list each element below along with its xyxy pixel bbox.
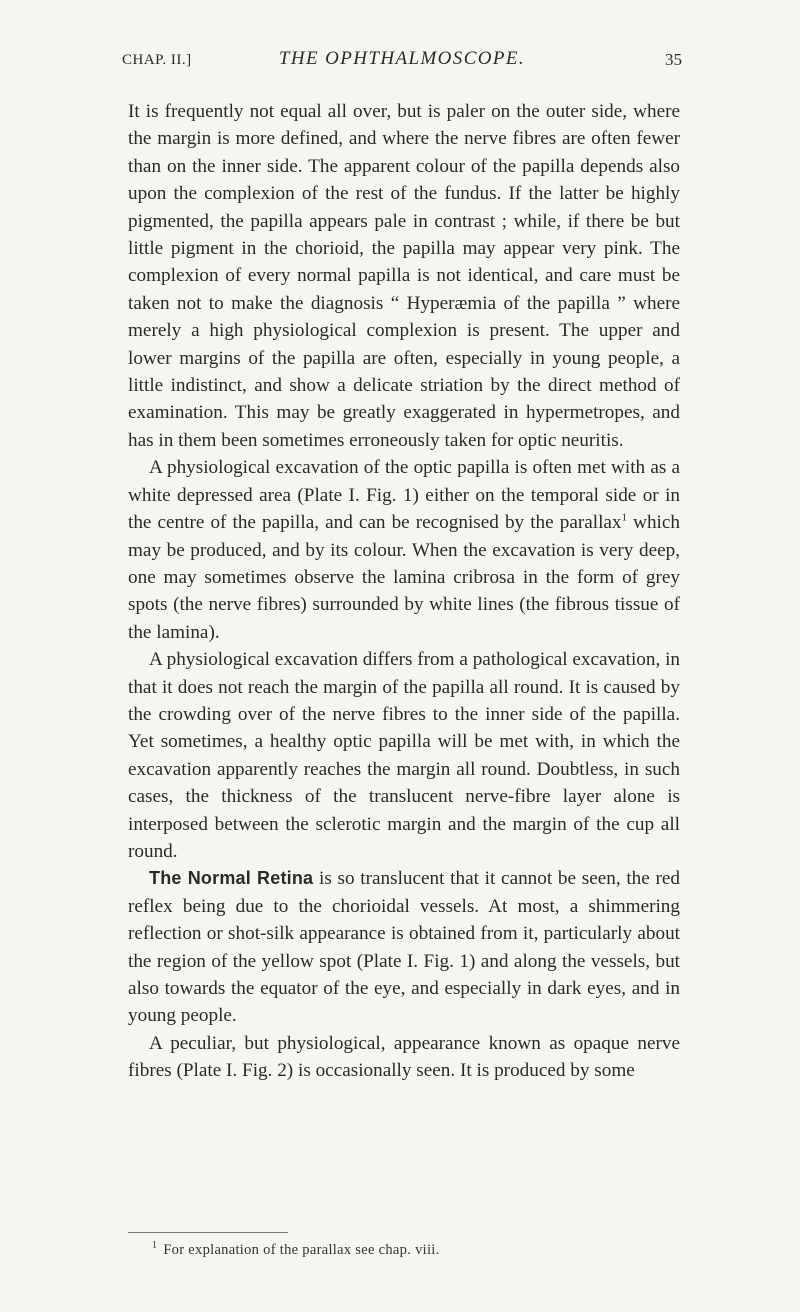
footnote-marker: 1 bbox=[152, 1240, 158, 1251]
running-title: THE OPHTHALMOSCOPE. bbox=[278, 48, 526, 69]
paragraph-normal-retina bbox=[128, 865, 680, 1029]
paragraph-opaque-nerve-fibres: A peculiar, but physiological, appearance known as opaque nerve fibres (Plate I. Fig. 2) is occasionally seen. It is produced by some bbox=[128, 1032, 680, 1082]
chapter-label: CHAP. II.] bbox=[122, 52, 192, 68]
paragraph-excavation-difference: A physiological excavation differs from a pathological excavation, in that it does not reach the margin of the papilla all round. It is caused by the crowding over of the nerve fibres to the inner side of the papilla. Yet sometimes, a healthy optic papilla will be met with, in which the excavation apparently reaches the margin all round. Doubtless, in such cases, the thickness of the translucent nerve-fibre layer alone is interposed between the sclerotic margin and the margin of the cup all round. bbox=[128, 649, 680, 862]
footnote bbox=[152, 1240, 672, 1259]
paragraph-physiological-excavation bbox=[128, 454, 680, 646]
paragraph-text: is so translucent that it cannot be seen, the red reflex being due to the chorioidal vessels. At most, a shimmering reflection or shot-silk appearance is obtained from it, particularly about the region of the yellow spot (Plate I. Fig. 1) and along the vessels, but also towards the equator of the eye, and especially in dark eyes, and in young people. bbox=[128, 868, 681, 1027]
footnote-text: For explanation of the parallax see chap. viii. bbox=[163, 1241, 440, 1258]
paragraph-text: A physiological excavation of the optic papilla is often met with as a white depressed area (Plate I. Fig. 1) either on the temporal side or in the centre of the papilla, and can be recognised by the parallax bbox=[128, 457, 680, 534]
running-header bbox=[122, 48, 682, 76]
footnote-reference: 1 bbox=[621, 511, 628, 524]
body-text bbox=[128, 98, 680, 1085]
paragraph-papilla-colour: It is frequently not equal all over, but is paler on the outer side, where the margin is more defined, and where the nerve fibres are often fewer than on the inner side. The apparent colour of the papilla depends also upon the complexion of the rest of the fundus. If the latter be highly pigmented, the papilla appears pale in contrast ; while, if there be but little pigment in the chorioid, the papilla may appear very pink. The complexion of every normal papilla is not identical, and care must be taken not to make the diagnosis “ Hyperæmia of the papilla ” where merely a high physiological complexion is present. The upper and lower margins of the papilla are often, especially in young people, a little indistinct, and show a delicate striation by the direct method of examination. This may be greatly exaggerated in hypermetropes, and has in them been sometimes erroneously taken for optic neuritis. bbox=[128, 101, 680, 451]
page-number: 35 bbox=[665, 50, 682, 69]
footnote-rule bbox=[128, 1232, 288, 1233]
paragraph-text: which may be produced, and by its colour. When the excavation is very deep, one may sometimes observe the lamina cribrosa in the form of grey spots (the nerve fibres) surrounded by white lines (the fibrous tissue of the lamina). bbox=[128, 512, 680, 643]
run-in-heading: The Normal Retina bbox=[149, 868, 314, 889]
